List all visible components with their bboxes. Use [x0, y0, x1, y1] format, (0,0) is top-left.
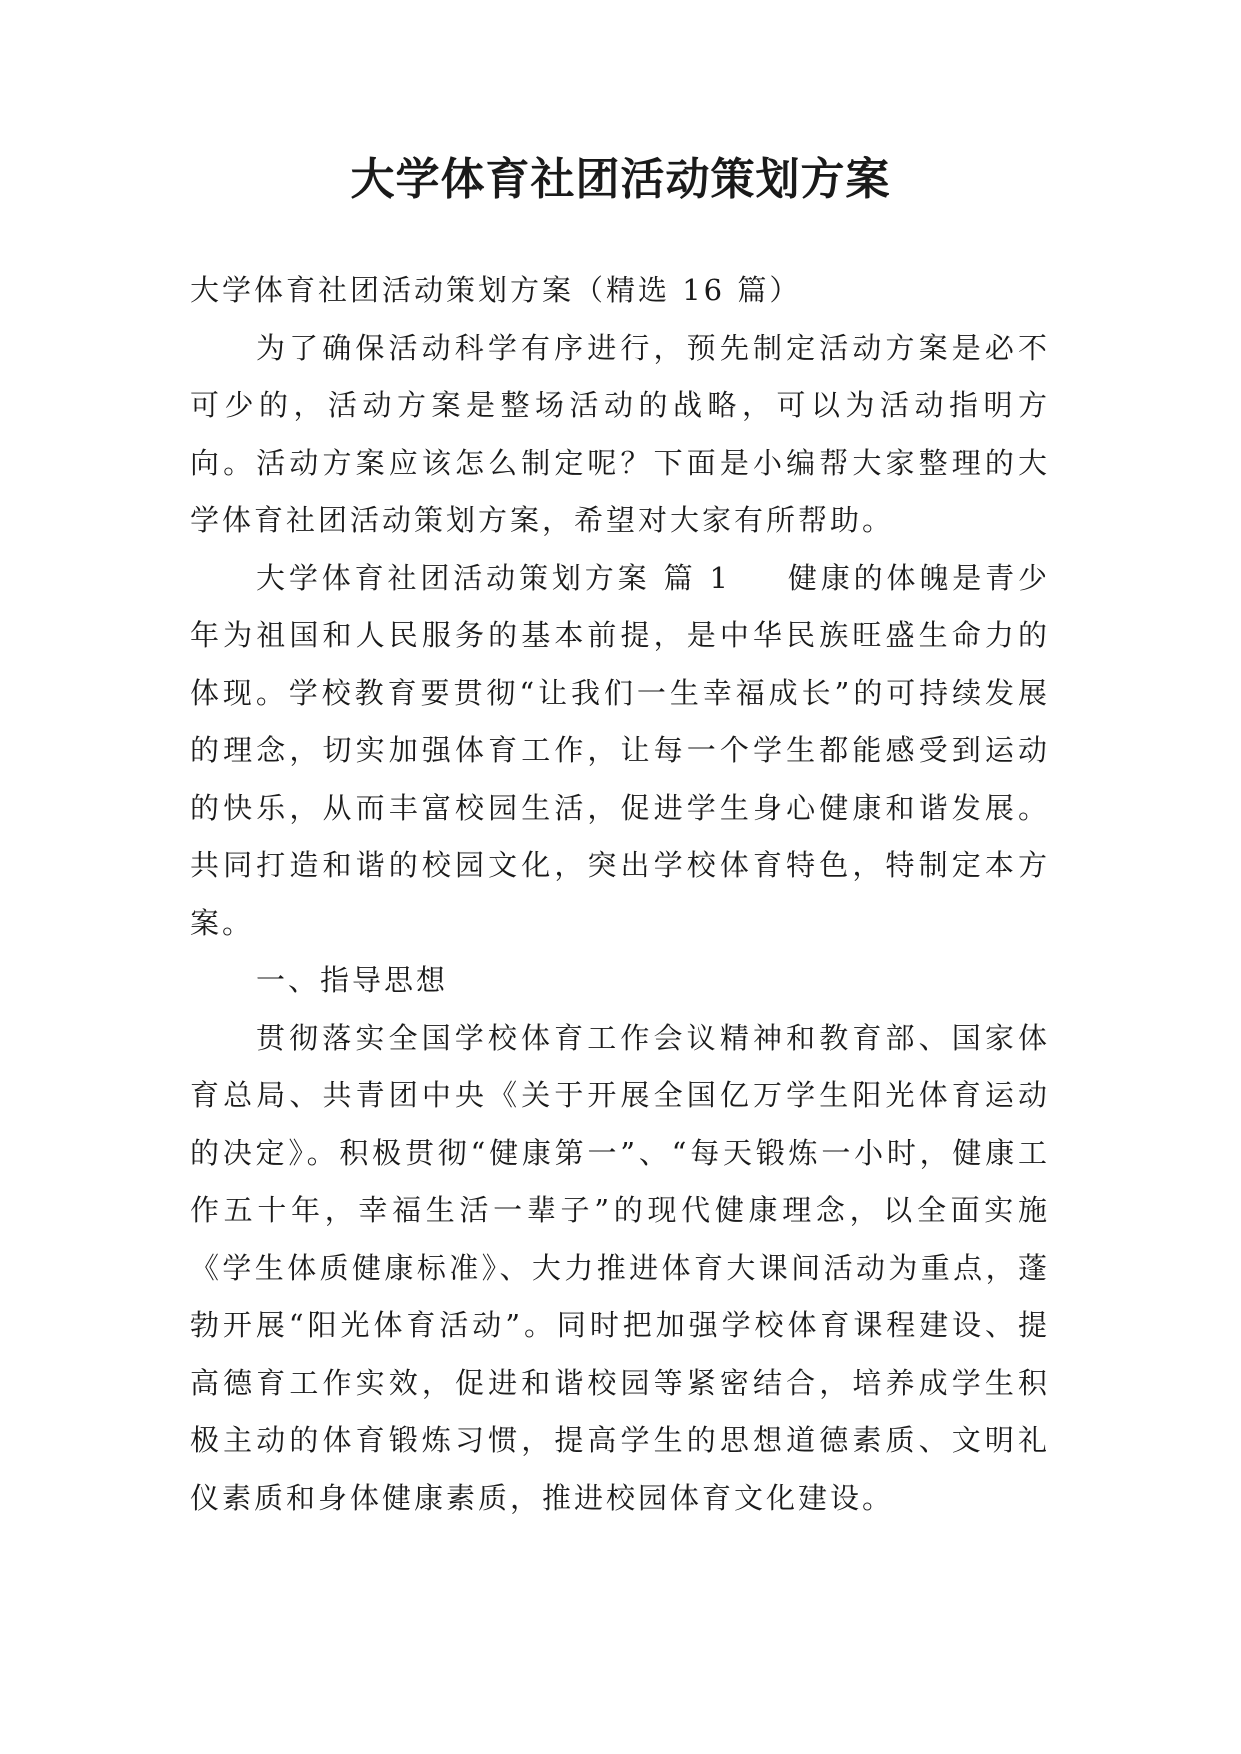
document-subtitle: 大学体育社团活动策划方案（精选 16 篇）: [190, 273, 802, 307]
part-1-heading: 一、指导思想: [256, 963, 449, 997]
intro-paragraph: 为了确保活动科学有序进行，预先制定活动方案是必不可少的，活动方案是整场活动的战略，可以为活动指明方向。活动方案应该怎么制定呢？下面是小编帮大家整理的大学体育社团活动策划方案，希望对大家有所帮助。: [190, 330, 1050, 537]
section-1-heading: 大学体育社团活动策划方案 篇 1: [256, 560, 731, 595]
document-body: [190, 262, 1050, 1527]
document-title: 大学体育社团活动策划方案: [350, 154, 891, 205]
part-1-paragraph: 贯彻落实全国学校体育工作会议精神和教育部、国家体育总局、共青团中央《关于开展全国亿万学生阳光体育运动的决定》。积极贯彻“健康第一”、“每天锻炼一小时，健康工作五十年，幸福生活一辈子”的现代健康理念，以全面实施《学生体质健康标准》、大力推进体育大课间活动为重点，蓬勃开展“阳光体育活动”。同时把加强学校体育课程建设、提高德育工作实效，促进和谐校园等紧密结合，培养成学生积极主动的体育锻炼习惯，提高学生的思想道德素质、文明礼仪素质和身体健康素质，推进校园体育文化建设。: [190, 1020, 1050, 1515]
section-1-paragraph: [190, 550, 1050, 953]
section-1-text: 健康的体魄是青少年为祖国和人民服务的基本前提，是中华民族旺盛生命力的体现。学校教育要贯彻“让我们一生幸福成长”的可持续发展的理念，切实加强体育工作，让每一个学生都能感受到运动的快乐，从而丰富校园生活，促进学生身心健康和谐发展。共同打造和谐的校园文化，突出学校体育特色，特制定本方案。: [190, 560, 1050, 940]
